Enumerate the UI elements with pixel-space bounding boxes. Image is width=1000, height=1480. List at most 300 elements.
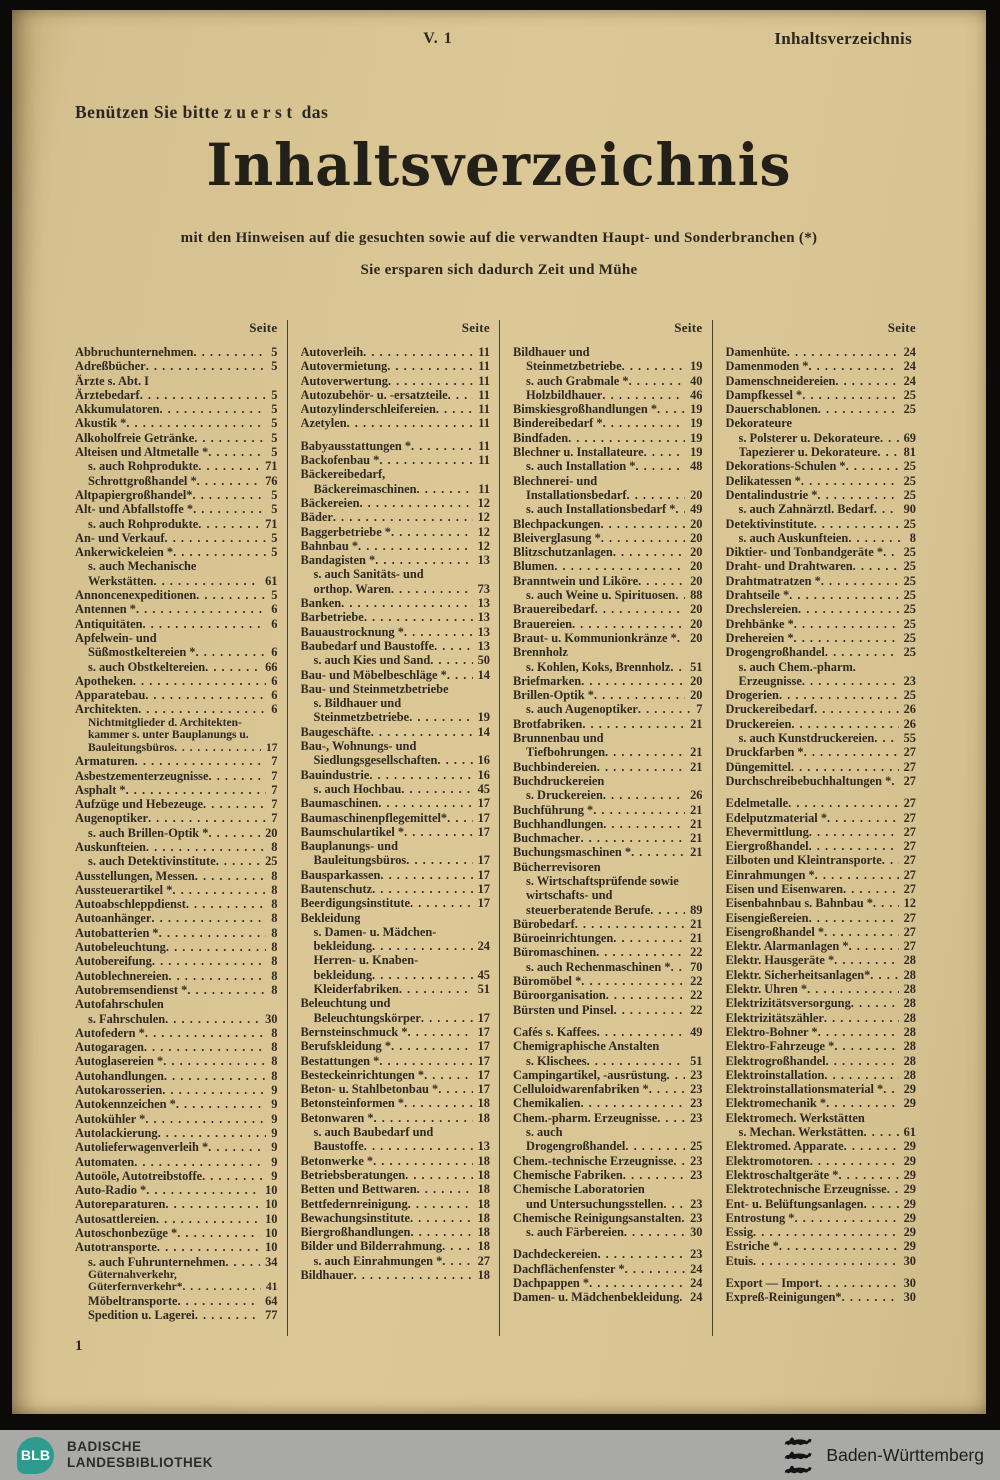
- toc-entry-page: 71: [265, 516, 278, 531]
- toc-entry-label: Akkumulatoren: [75, 402, 160, 417]
- dot-leader: [606, 988, 685, 1002]
- toc-entry-label: Damen- u. Mädchenbekleidung: [513, 1290, 680, 1305]
- toc-entry-label: Bäckereien: [300, 495, 360, 510]
- toc-entry: [75, 754, 278, 768]
- toc-entry-label: Briefmarken: [513, 673, 582, 688]
- toc-entry-page: 21: [690, 916, 703, 931]
- toc-entry-label: Baggerbetriebe *: [300, 524, 391, 539]
- dot-leader: [821, 574, 899, 588]
- toc-entry-label: s. Damen- u. Mädchen-: [313, 924, 437, 939]
- toc-entry-label: Ärzte s. Abt. I: [75, 373, 149, 388]
- toc-entry: [513, 1247, 703, 1261]
- toc-entry-label: Blechnerei- und: [513, 473, 598, 488]
- toc-entry: [75, 574, 278, 588]
- dot-leader: [205, 660, 260, 674]
- dot-leader: [882, 853, 899, 867]
- dot-leader: [145, 1112, 266, 1126]
- toc-entry-label: Drahtmatratzen *: [725, 573, 821, 588]
- toc-entry-label: Autoverleih: [300, 345, 364, 359]
- dot-leader: [791, 760, 899, 774]
- toc-entry: [75, 474, 278, 488]
- toc-entry-label: Biergroßhandlungen: [300, 1225, 411, 1240]
- toc-entry: [75, 1308, 278, 1322]
- toc-entry-label: Ankerwickeleien *: [75, 545, 174, 560]
- toc-entry: [513, 1225, 703, 1239]
- dot-leader: [208, 826, 260, 840]
- toc-entry-label: Blitzschutzanlagen: [513, 545, 613, 560]
- toc-entry-label: s. auch Rohprodukte: [88, 459, 199, 474]
- toc-entry-label: Drogengroßhandel: [725, 645, 825, 660]
- toc-entry-label: Expreß-Reinigungen*: [725, 1290, 842, 1305]
- toc-entry-page: 13: [477, 596, 490, 611]
- toc-entry-label: Bürsten und Pinsel: [513, 1002, 614, 1017]
- toc-entry-label: Bausparkassen: [300, 867, 381, 882]
- dot-leader: [410, 1225, 472, 1239]
- toc-entry-label: Werkstätten: [88, 573, 154, 588]
- region-branding: [782, 1433, 984, 1477]
- toc-entry: [513, 445, 703, 459]
- toc-entry: [301, 1068, 491, 1082]
- toc-entry-label: Eilboten und Kleintransporte: [725, 853, 882, 868]
- toc-entry-page: 25: [903, 559, 916, 574]
- toc-entry: [726, 631, 917, 645]
- toc-entry: [513, 1154, 703, 1168]
- toc-entry: [75, 869, 278, 883]
- toc-entry: [726, 688, 917, 702]
- toc-entry-label: Bimskiesgroßhandlungen *: [513, 402, 658, 417]
- dot-leader: [138, 702, 266, 716]
- toc-entry-page: 21: [690, 759, 703, 774]
- toc-entry-label: Chemigraphische Anstalten: [513, 1039, 660, 1054]
- toc-entry-label: Branntwein und Liköre: [513, 573, 639, 588]
- toc-entry: [301, 782, 491, 796]
- toc-entry: [726, 968, 917, 982]
- toc-entry: [726, 731, 917, 745]
- toc-entry: [75, 459, 278, 473]
- dot-leader: [135, 754, 267, 768]
- toc-entry-label: Augenoptiker: [75, 811, 148, 826]
- toc-entry-label: s. auch Fuhrunternehmen: [88, 1254, 226, 1269]
- toc-entry: [513, 545, 703, 559]
- toc-column-entries: [726, 345, 917, 1305]
- toc-entry-page: 5: [271, 445, 278, 460]
- toc-column-entries: [301, 345, 491, 1282]
- toc-entry-page: 19: [690, 359, 703, 374]
- toc-entry-label: Möbeltransporte: [88, 1293, 178, 1308]
- toc-entry-page: 5: [271, 530, 278, 545]
- toc-entry-page: 18: [477, 1096, 490, 1111]
- toc-entry-page: 24: [477, 939, 490, 954]
- dot-leader: [815, 868, 899, 882]
- toc-entry: [301, 1154, 491, 1168]
- toc-entry-page: 8: [271, 940, 278, 955]
- toc-entry-label: Draht- und Drahtwaren: [725, 559, 853, 574]
- toc-entry-page: 12: [477, 495, 490, 510]
- dot-leader: [183, 1281, 261, 1294]
- toc-entry-label: Armaturen: [75, 754, 135, 769]
- toc-entry-label: Bleiverglasung *: [513, 530, 601, 545]
- toc-entry-page: 20: [690, 673, 703, 688]
- toc-entry-label: Büromaschinen: [513, 945, 597, 960]
- toc-entry: [726, 1054, 917, 1068]
- toc-entry: [75, 826, 278, 840]
- toc-entry-label: Elektroinstallationsmaterial *: [725, 1082, 884, 1097]
- toc-entry-label: Elektromechanik *: [725, 1096, 827, 1111]
- dot-leader: [195, 869, 267, 883]
- toc-entry: [301, 911, 491, 925]
- toc-entry-page: 13: [477, 624, 490, 639]
- toc-entry-page: 49: [690, 502, 703, 517]
- dot-leader: [193, 502, 266, 516]
- toc-entry-page: 5: [271, 588, 278, 603]
- dot-leader: [818, 1025, 899, 1039]
- toc-entry: [726, 545, 917, 559]
- toc-entry: [75, 1012, 278, 1026]
- toc-entry: [75, 854, 278, 868]
- toc-entry-page: 19: [690, 430, 703, 445]
- dot-leader: [401, 782, 472, 796]
- toc-entry: [75, 702, 278, 716]
- toc-entry-page: 21: [690, 716, 703, 731]
- dot-leader: [631, 845, 685, 859]
- toc-entry-label: Autofedern *: [75, 1025, 145, 1040]
- toc-entry-page: 23: [690, 1210, 703, 1225]
- toc-entry-label: Elektromed. Apparate: [725, 1139, 844, 1154]
- toc-entry: [513, 817, 703, 831]
- toc-entry-label: Asphalt *: [75, 782, 126, 797]
- toc-entry-label: Brauereibedarf: [513, 602, 595, 617]
- toc-entry-label: Buchdruckereien: [513, 773, 605, 788]
- dot-leader: [834, 953, 898, 967]
- toc-entry: [726, 796, 917, 810]
- toc-entry-label: Autohandlungen: [75, 1068, 164, 1083]
- dot-leader: [835, 374, 898, 388]
- toc-entry-page: 27: [903, 745, 916, 760]
- dot-leader: [173, 545, 266, 559]
- toc-entry-label: Alteisen und Altmetalle *: [75, 445, 209, 460]
- toc-entry: [75, 1026, 278, 1040]
- toc-entry-label: Chemikalien: [513, 1096, 581, 1111]
- toc-entry: [726, 674, 917, 688]
- toc-entry: [75, 954, 278, 968]
- toc-entry-label: Abbruchunternehmen: [75, 345, 194, 359]
- toc-entry-label: Autofahrschulen: [75, 997, 164, 1012]
- toc-entry: [301, 553, 491, 567]
- toc-entry: [75, 1069, 278, 1083]
- toc-entry: [513, 1003, 703, 1017]
- toc-entry-page: 49: [690, 1024, 703, 1039]
- dot-leader: [842, 1290, 899, 1304]
- toc-entry: [75, 1083, 278, 1097]
- toc-entry: [301, 1197, 491, 1211]
- toc-entry: [75, 645, 278, 659]
- toc-entry-page: 12: [477, 510, 490, 525]
- toc-entry: [75, 769, 278, 783]
- toc-entry-page: 17: [477, 867, 490, 882]
- dot-leader: [195, 1308, 260, 1322]
- toc-entry-page: 17: [477, 881, 490, 896]
- toc-entry-page: 27: [903, 881, 916, 896]
- toc-entry: [75, 617, 278, 631]
- seite-column-header: Seite: [461, 320, 490, 335]
- toc-entry-label: Bau-, Wohnungs- und: [300, 739, 417, 754]
- dot-leader: [789, 588, 898, 602]
- toc-entry: [726, 925, 917, 939]
- toc-entry: [513, 774, 703, 788]
- toc-entry: [513, 803, 703, 817]
- dot-leader: [216, 854, 260, 868]
- toc-entry: [513, 474, 703, 488]
- dot-leader: [787, 345, 899, 359]
- dot-leader: [887, 1182, 899, 1196]
- toc-entry-label: Dentalindustrie *: [725, 487, 818, 502]
- toc-entry-label: Apotheken: [75, 673, 133, 688]
- dot-leader: [638, 702, 691, 716]
- toc-entry: [301, 1111, 491, 1125]
- dot-leader: [593, 803, 685, 817]
- toc-entry-label: Annoncenexpeditionen: [75, 588, 197, 603]
- toc-entry-page: 76: [265, 473, 278, 488]
- toc-entry-label: Azetylen: [300, 416, 347, 431]
- toc-entry-page: 5: [271, 545, 278, 560]
- toc-entry-page: 6: [271, 688, 278, 703]
- toc-entry: [75, 674, 278, 688]
- toc-entry-label: Elektro-Bohner *: [725, 1024, 818, 1039]
- dot-leader: [391, 525, 473, 539]
- toc-entry-page: 19: [690, 416, 703, 431]
- dot-leader: [369, 768, 472, 782]
- toc-column-2: [288, 320, 501, 1336]
- toc-entry: [301, 1125, 491, 1139]
- toc-entry-page: 20: [265, 825, 278, 840]
- toc-entry-page: 11: [478, 481, 490, 496]
- toc-entry: [513, 617, 703, 631]
- toc-entry: [513, 517, 703, 531]
- toc-entry: [726, 717, 917, 731]
- toc-entry-page: 17: [477, 1010, 490, 1025]
- dot-leader: [136, 602, 266, 616]
- dot-leader: [364, 1139, 473, 1153]
- toc-entry-label: s. auch Zahnärztl. Bedarf: [738, 502, 874, 517]
- dot-leader: [388, 374, 473, 388]
- dot-leader: [146, 1183, 260, 1197]
- toc-entry-label: s. auch Augenoptiker: [526, 702, 638, 717]
- toc-entry-label: Alkoholfreie Getränke: [75, 430, 195, 445]
- toc-entry-label: s. Klischees: [526, 1053, 587, 1068]
- toc-entry-page: 28: [903, 982, 916, 997]
- toc-entry-page: 70: [690, 959, 703, 974]
- toc-entry-page: 18: [477, 1239, 490, 1254]
- toc-entry-label: Baumaschinenpflegemittel*: [300, 810, 448, 825]
- toc-entry-label: Drogerien: [725, 688, 779, 703]
- toc-entry: [301, 925, 491, 939]
- toc-entry: [513, 1039, 703, 1053]
- toc-entry-label: Baugeschäfte: [300, 724, 371, 739]
- toc-entry-page: 5: [271, 502, 278, 517]
- toc-entry: [75, 1294, 278, 1308]
- toc-entry-label: Erzeugnisse: [738, 673, 802, 688]
- dot-leader: [657, 402, 685, 416]
- dot-leader: [810, 1154, 899, 1168]
- dot-leader: [430, 653, 472, 667]
- toc-entry-page: 25: [903, 616, 916, 631]
- toc-entry-label: s. auch Färbereien: [526, 1225, 624, 1240]
- dot-leader: [600, 517, 685, 531]
- toc-entry: [726, 1197, 917, 1211]
- toc-entry-label: Cafés s. Kaffees: [513, 1024, 597, 1039]
- dot-leader: [849, 939, 899, 953]
- toc-entry-page: 6: [271, 702, 278, 717]
- toc-entry-label: Elektrizitätsversorgung: [725, 996, 851, 1011]
- toc-entry-label: Alt- und Abfallstoffe *: [75, 502, 194, 517]
- toc-entry-label: Elektrogroßhandel: [725, 1053, 826, 1068]
- toc-entry-page: 17: [477, 1067, 490, 1082]
- toc-entry: [75, 388, 278, 402]
- toc-entry: [301, 582, 491, 596]
- toc-entry: [301, 345, 491, 359]
- dot-leader: [597, 1025, 685, 1039]
- toc-entry-page: 88: [690, 588, 703, 603]
- toc-entry-page: 13: [477, 638, 490, 653]
- dot-leader: [437, 753, 472, 767]
- toc-entry: [726, 1068, 917, 1082]
- toc-entry-label: Schrottgroßhandel *: [88, 473, 197, 488]
- toc-entry-label: Düngemittel: [725, 759, 791, 774]
- toc-entry-label: s. auch Grabmale *: [526, 373, 629, 388]
- toc-entry: [75, 911, 278, 925]
- toc-entry: [726, 559, 917, 573]
- toc-entry: [75, 1269, 278, 1282]
- dot-leader: [174, 742, 261, 755]
- toc-entry-page: 7: [271, 754, 278, 769]
- toc-entry-page: 5: [271, 416, 278, 431]
- toc-entry: [726, 1125, 917, 1139]
- toc-entry-label: Blumen: [513, 559, 555, 574]
- dot-leader: [145, 1026, 266, 1040]
- toc-entry-page: 12: [903, 896, 916, 911]
- toc-entry-label: Autoverwertung: [300, 373, 388, 388]
- toc-entry-label: Chemische Reinigungsanstalten: [513, 1210, 682, 1225]
- dot-leader: [379, 453, 473, 467]
- toc-entry: [301, 739, 491, 753]
- toc-entry: [513, 988, 703, 1002]
- toc-entry-page: 14: [477, 667, 490, 682]
- dot-leader: [202, 1169, 266, 1183]
- toc-entry-page: 23: [690, 1167, 703, 1182]
- toc-entry-label: Betriebsberatungen: [300, 1167, 406, 1182]
- toc-entry-label: s. auch Obstkeltereien: [88, 659, 206, 674]
- toc-entry: [75, 940, 278, 954]
- toc-entry-page: 25: [903, 473, 916, 488]
- toc-entry-label: An- und Verkauf: [75, 530, 165, 545]
- toc-entry-page: 23: [690, 1247, 703, 1262]
- toc-entry-page: 10: [265, 1240, 278, 1255]
- seite-column-header: Seite: [249, 320, 278, 335]
- dot-leader: [671, 960, 686, 974]
- toc-entry-page: 28: [903, 953, 916, 968]
- toc-entry-label: Bäckereibedarf,: [300, 467, 386, 482]
- toc-entry-page: 18: [477, 1268, 490, 1282]
- toc-entry-label: Bauaustrocknung *: [300, 624, 404, 639]
- toc-entry: [726, 645, 917, 659]
- toc-entry-page: 90: [903, 502, 916, 517]
- toc-entry-label: Bücherrevisoren: [513, 859, 601, 874]
- toc-entry-label: Braut- u. Kommunionkränze *: [513, 630, 677, 645]
- toc-entry-page: 26: [903, 702, 916, 717]
- toc-entry-page: 8: [271, 1025, 278, 1040]
- toc-entry: [301, 953, 491, 967]
- toc-entry-page: 17: [477, 796, 490, 811]
- toc-entry-page: 13: [477, 610, 490, 625]
- dot-leader: [779, 1239, 899, 1253]
- toc-entry: [75, 883, 278, 897]
- dot-leader: [144, 1040, 266, 1054]
- toc-entry: [75, 416, 278, 430]
- toc-entry-page: 7: [271, 797, 278, 812]
- toc-entry: [301, 796, 491, 810]
- toc-entry-page: 8: [271, 1068, 278, 1083]
- toc-entry: [75, 531, 278, 545]
- toc-entry-label: Antiquitäten: [75, 616, 143, 631]
- dot-leader: [417, 1182, 473, 1196]
- dot-leader: [801, 474, 899, 488]
- toc-entry: [301, 1239, 491, 1253]
- dot-leader: [126, 416, 266, 430]
- toc-entry-page: 30: [265, 1011, 278, 1026]
- dot-leader: [408, 1197, 473, 1211]
- toc-entry-label: Altpapiergroßhandel*: [75, 487, 193, 502]
- toc-entry: [301, 374, 491, 388]
- toc-entry-page: 18: [477, 1153, 490, 1168]
- toc-entry-label: Apfelwein- und: [75, 630, 157, 645]
- toc-entry: [301, 710, 491, 724]
- toc-entry: [75, 1040, 278, 1054]
- toc-entry-page: 20: [690, 573, 703, 588]
- toc-entry-label: Elektromech. Werkstätten: [725, 1110, 865, 1125]
- toc-entry: [513, 388, 703, 402]
- toc-entry-page: 7: [696, 702, 703, 717]
- toc-entry-page: 50: [477, 653, 490, 668]
- dot-leader: [602, 388, 685, 402]
- toc-entry: [726, 388, 917, 402]
- toc-entry: [726, 1168, 917, 1182]
- toc-entry-label: Durchschreibebuchhaltungen *: [725, 773, 892, 788]
- toc-entry: [75, 783, 278, 797]
- toc-entry-page: 25: [903, 602, 916, 617]
- dot-leader: [387, 359, 473, 373]
- toc-entry: [301, 996, 491, 1010]
- dot-leader: [597, 760, 685, 774]
- toc-entry: [75, 1197, 278, 1211]
- toc-entry-label: Blechner u. Installateure: [513, 445, 644, 460]
- toc-entry: [513, 531, 703, 545]
- toc-entry-page: 29: [903, 1153, 916, 1168]
- toc-entry-label: s. Mechan. Werkstätten: [738, 1125, 864, 1140]
- toc-entry-page: 29: [903, 1139, 916, 1154]
- toc-entry-page: 27: [903, 810, 916, 825]
- toc-entry-page: 29: [903, 1096, 916, 1111]
- toc-entry-page: 22: [690, 1002, 703, 1017]
- toc-entry-label: Banken: [300, 596, 342, 611]
- toc-entry: [75, 797, 278, 811]
- toc-entry: [301, 388, 491, 402]
- toc-entry-label: Bürobedarf: [513, 916, 575, 931]
- toc-entry-page: 22: [690, 988, 703, 1003]
- dot-leader: [156, 1212, 260, 1226]
- dot-leader: [193, 345, 266, 359]
- toc-entry-label: Drehereien *: [725, 630, 794, 645]
- toc-entry: [726, 702, 917, 716]
